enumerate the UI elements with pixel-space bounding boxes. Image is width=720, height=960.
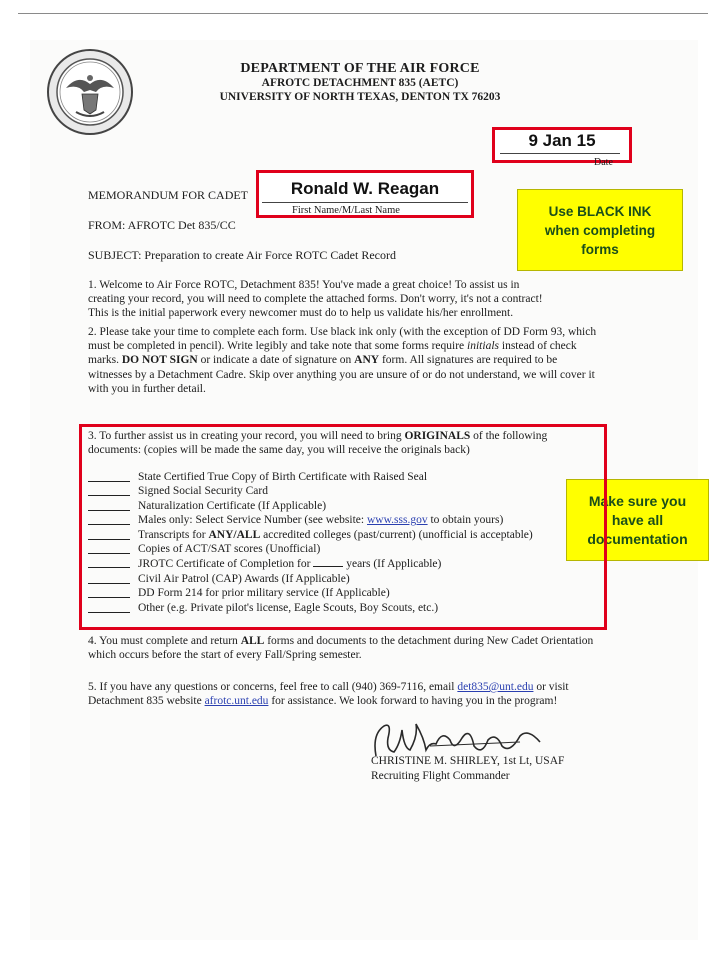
department-name: DEPARTMENT OF THE AIR FORCE: [240, 61, 480, 76]
memo-subject: SUBJECT: Preparation to create Air Force ROTC Cadet Record: [88, 248, 396, 262]
p3-originals: ORIGINALS: [404, 430, 471, 442]
check-blank[interactable]: [88, 513, 130, 525]
signer-name: CHRISTINE M. SHIRLEY, 1st Lt, USAF: [371, 755, 565, 767]
p3-text-a: 3. To further assist us in creating your record, you will need to bring: [88, 430, 405, 442]
detachment-name: AFROTC DETACHMENT 835 (AETC): [261, 77, 459, 89]
paragraph-5: 5. If you have any questions or concerns, feel free to call (940) 369-7116, email det835@unt.edu or visit Detachment 835 website afrotc.unt.edu for assistance. We look forward to having you in the program!: [88, 681, 569, 708]
sss-link[interactable]: www.sss.gov: [366, 514, 428, 527]
dod-seal-icon: [46, 48, 134, 136]
list-item: Civil Air Patrol (CAP) Awards (If Applicable): [88, 572, 593, 586]
name-caption: First Name/M/Last Name: [292, 205, 400, 216]
list-item: DD Form 214 for prior military service (If Applicable): [88, 586, 593, 600]
check-blank[interactable]: [88, 470, 130, 482]
documentation-note-text: Make sure you have all documentation: [587, 492, 688, 547]
p2-text-d: form. All signatures are required to be witnesses by a Detachment Cadre. Skip over anything you are unsure of or do not understand, we will cover it with you in further detail.: [88, 354, 595, 395]
p2-text-c: or indicate a date of signature on: [197, 354, 355, 367]
list-item: Signed Social Security Card: [88, 484, 593, 498]
signer-title: Recruiting Flight Commander: [371, 770, 510, 782]
check-blank[interactable]: [88, 601, 130, 613]
check-blank[interactable]: [88, 528, 130, 540]
p2-do-not-sign: DO NOT SIGN: [121, 354, 198, 367]
list-item: JROTC Certificate of Completion for years (If Applicable): [88, 556, 593, 571]
paragraph-3: [88, 429, 598, 457]
name-underline: [262, 202, 468, 203]
list-item: Copies of ACT/SAT scores (Unofficial): [88, 542, 593, 556]
paragraph-1: 1. Welcome to Air Force ROTC, Detachment 835! You've made a great choice! To assist us in creating your record, you will need to complete the attached forms. Don't worry, it's not a contract! This is the initial paperwork every newcomer must do to help us validate his/her enrollment.: [88, 279, 543, 320]
check-blank[interactable]: [88, 556, 130, 568]
paragraph-4: 4. You must complete and return ALL forms and documents to the detachment during New Cadet Orientation which occurs before the start of every Fall/Spring semester.: [88, 635, 594, 662]
email-link[interactable]: det835@unt.edu: [457, 681, 534, 693]
top-rule: [18, 13, 708, 14]
date-value: 9 Jan 15: [528, 131, 596, 150]
signer-block: [371, 754, 564, 784]
black-ink-note: [517, 189, 683, 271]
date-underline: [500, 153, 620, 154]
check-blank[interactable]: [88, 542, 130, 554]
letterhead: [200, 62, 520, 104]
check-blank[interactable]: [88, 586, 130, 598]
p2-any: ANY: [354, 354, 380, 367]
black-ink-note-text: Use BLACK INK when completing forms: [544, 203, 656, 257]
p2-text-a: 2. Please take your time to complete each form. Use black ink only (with the exception of DD Form 93, which must be completed in pencil). Write legibly and take note that some forms require: [88, 326, 597, 353]
p3-text-b: of the following documents: (copies will be made the same day, you will receive the originals back): [88, 430, 548, 457]
list-item: Naturalization Certificate (If Applicable): [88, 499, 593, 513]
p2-text-b: instead of check marks.: [88, 340, 577, 367]
paragraph-2: [88, 325, 598, 396]
university-address: UNIVERSITY OF NORTH TEXAS, DENTON TX 76203: [219, 91, 501, 103]
list-item: Other (e.g. Private pilot's license, Eagle Scouts, Boy Scouts, etc.): [88, 601, 593, 615]
check-blank[interactable]: [88, 572, 130, 584]
memo-for-label: MEMORANDUM FOR CADET: [88, 188, 249, 202]
check-blank[interactable]: [88, 499, 130, 511]
years-blank[interactable]: [313, 556, 343, 567]
list-item: Transcripts for ANY/ALL accredited colleges (past/current) (unofficial is acceptable): [88, 528, 593, 542]
list-item: State Certified True Copy of Birth Certificate with Raised Seal: [88, 470, 593, 484]
memo-from: FROM: AFROTC Det 835/CC: [88, 218, 236, 232]
website-link[interactable]: afrotc.unt.edu: [204, 695, 269, 708]
date-caption: Date: [594, 157, 613, 168]
list-item: Males only: Select Service Number (see website: www.sss.gov to obtain yours): [88, 513, 593, 527]
cadet-name-value: Ronald W. Reagan: [290, 179, 440, 198]
p2-initials: initials: [467, 340, 499, 353]
document-checklist: [88, 470, 593, 615]
check-blank[interactable]: [88, 484, 130, 496]
